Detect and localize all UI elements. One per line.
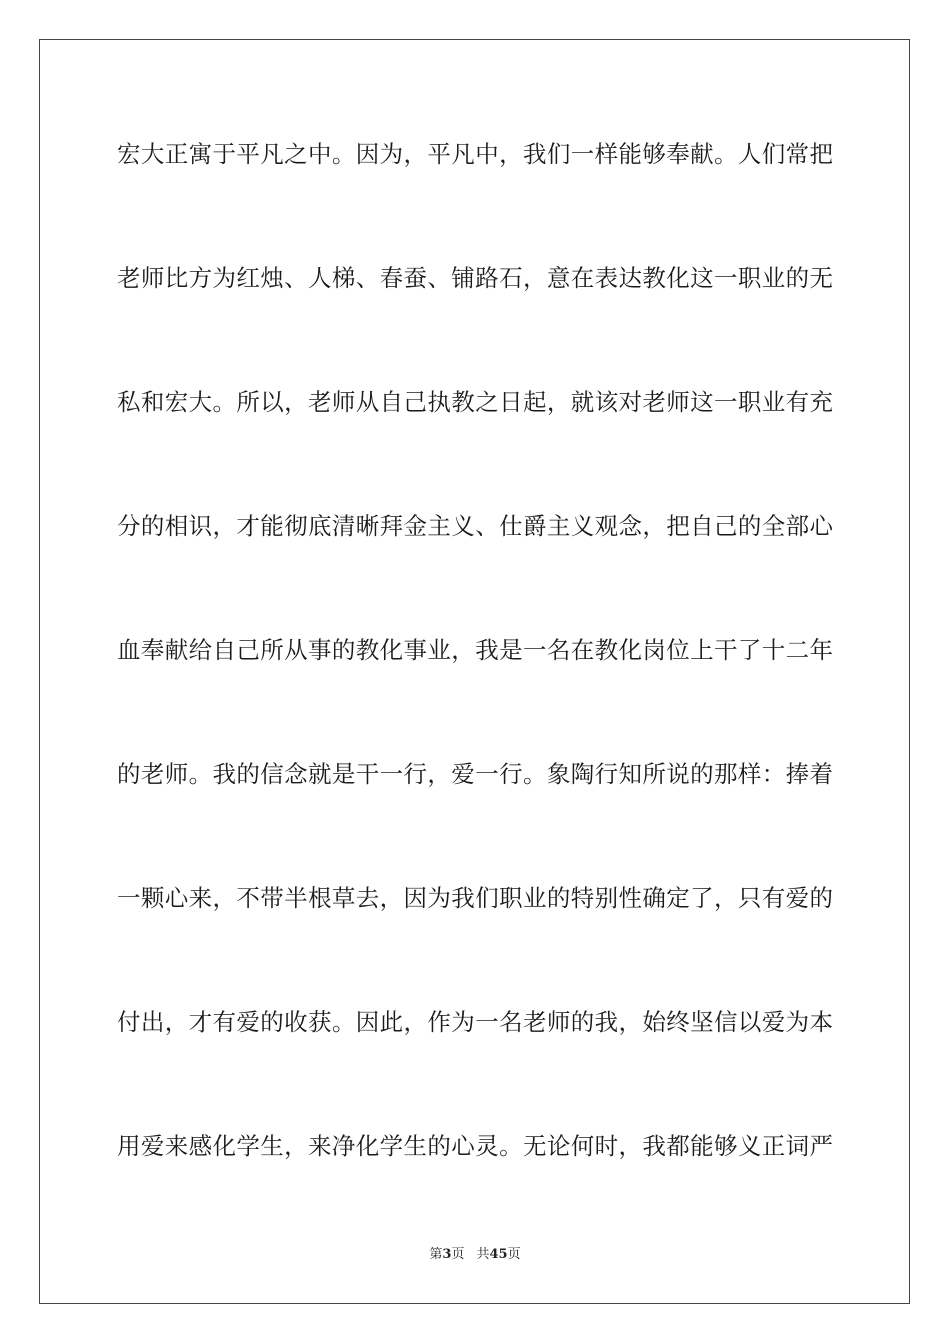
text-line-2: 老师比方为红烛、人梯、春蚕、铺路石，意在表达教化这一职业的无 [117,264,833,292]
total-prefix: 共 [476,1247,490,1262]
text-line-4: 分的相识，才能彻底清晰拜金主义、仕爵主义观念，把自己的全部心 [117,512,833,540]
text-line-9: 用爱来感化学生，来净化学生的心灵。无论何时，我都能够义正词严 [117,1132,833,1160]
page-suffix: 页 [451,1247,465,1262]
page-border [39,39,910,1304]
text-line-3: 私和宏大。所以，老师从自己执教之日起，就该对老师这一职业有充 [117,388,833,416]
total-pages: 45 [489,1247,508,1262]
text-line-1: 宏大正寓于平凡之中。因为，平凡中，我们一样能够奉献。人们常把 [117,140,833,168]
text-line-8: 付出，才有爱的收获。因此，作为一名老师的我，始终坚信以爱为本 [117,1008,833,1036]
page-footer [0,1245,950,1265]
text-line-6: 的老师。我的信念就是干一行，爱一行。象陶行知所说的那样：捧着 [117,760,833,788]
text-line-5: 血奉献给自己所从事的教化事业，我是一名在教化岗位上干了十二年 [117,636,833,664]
total-suffix: 页 [507,1247,521,1262]
page-prefix: 第 [429,1247,443,1262]
page-number: 3 [442,1247,452,1262]
text-line-7: 一颗心来，不带半根草去，因为我们职业的特别性确定了，只有爱的 [117,884,833,912]
